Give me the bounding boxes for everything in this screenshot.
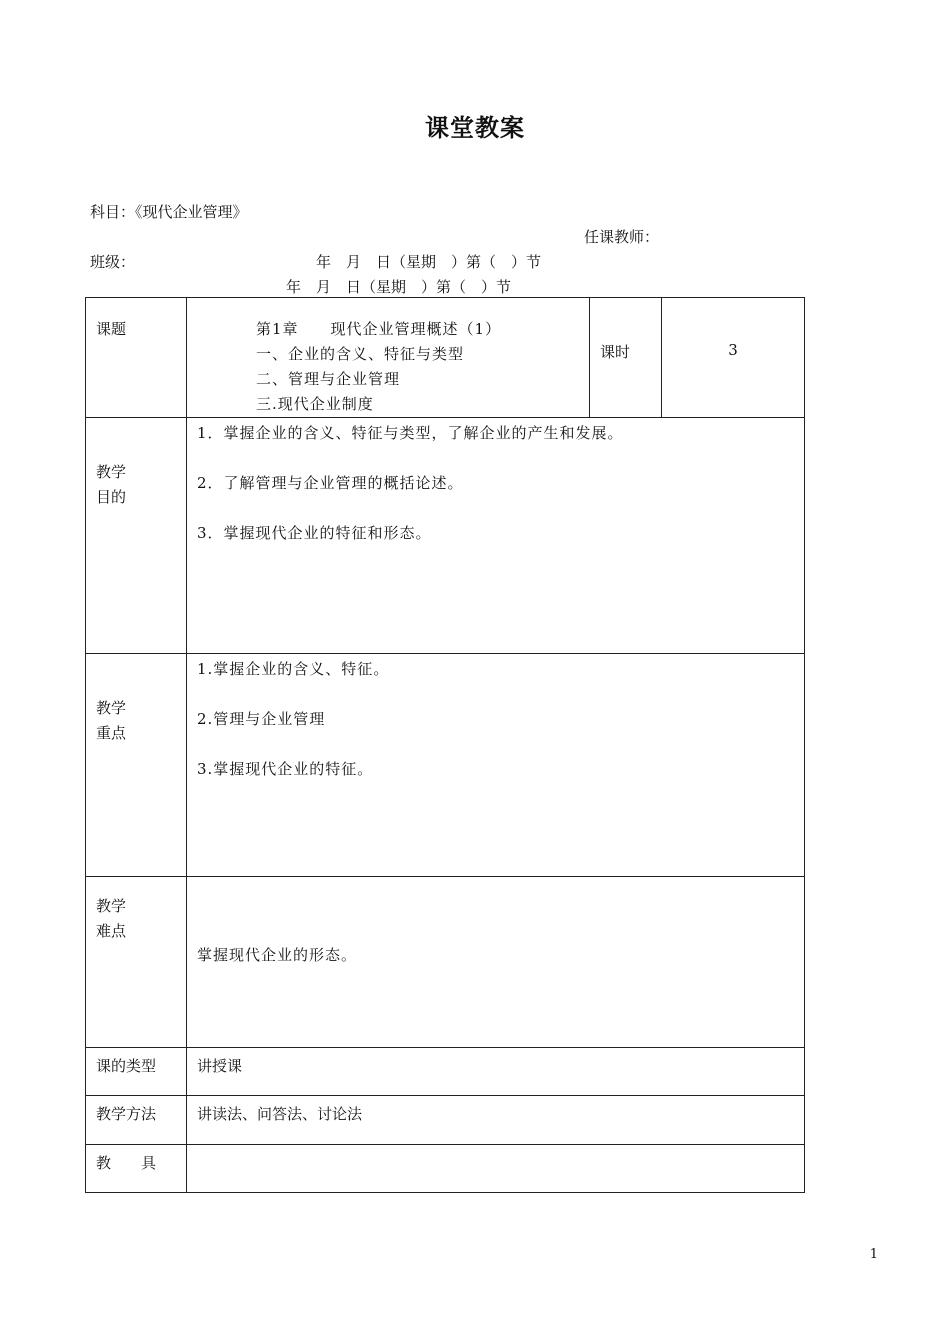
key-points-label-line: 重点 xyxy=(96,724,127,742)
difficulties-row xyxy=(86,877,805,1048)
key-points-label xyxy=(86,654,187,877)
lesson-type-label: 课的类型 xyxy=(86,1048,187,1096)
teacher-label: 任课教师： xyxy=(584,228,660,246)
objective-item: 3．掌握现代企业的特征和形态。 xyxy=(197,524,432,542)
topic-line: 第1章 现代企业管理概述（1） xyxy=(256,320,502,338)
difficulties-label-line: 教学 xyxy=(96,897,127,915)
date-line-2: 年 月 日（星期 ）第（ ）节 xyxy=(286,278,512,296)
method-row xyxy=(86,1096,805,1145)
subject-line: 科目：《现代企业管理》 xyxy=(90,203,248,221)
tools-value xyxy=(187,1145,805,1193)
class-label: 班级： xyxy=(90,253,136,271)
lesson-plan-table xyxy=(85,297,805,1193)
key-points-row xyxy=(86,654,805,877)
difficulties-content: 掌握现代企业的形态。 xyxy=(187,877,805,1048)
objectives-label-line: 目的 xyxy=(96,488,127,506)
topic-line: 一、企业的含义、特征与类型 xyxy=(256,345,465,363)
tools-label: 教 具 xyxy=(86,1145,187,1193)
objectives-row xyxy=(86,418,805,654)
hours-value: 3 xyxy=(662,298,805,418)
objective-item: 1．掌握企业的含义、特征与类型，了解企业的产生和发展。 xyxy=(197,424,624,442)
hours-label: 课时 xyxy=(590,298,662,418)
topic-label: 课题 xyxy=(86,298,187,418)
objectives-content xyxy=(187,418,805,654)
method-value: 讲读法、问答法、讨论法 xyxy=(187,1096,805,1145)
key-point-item: 3.掌握现代企业的特征。 xyxy=(197,760,374,778)
objective-item: 2．了解管理与企业管理的概括论述。 xyxy=(197,474,464,492)
key-points-content xyxy=(187,654,805,877)
objectives-label xyxy=(86,418,187,654)
key-point-item: 2.管理与企业管理 xyxy=(197,710,326,728)
page-number: 1 xyxy=(869,1247,878,1262)
key-points-label-line: 教学 xyxy=(96,699,127,717)
lesson-type-row xyxy=(86,1048,805,1096)
method-label: 教学方法 xyxy=(86,1096,187,1145)
lesson-type-value: 讲授课 xyxy=(187,1048,805,1096)
topic-line: 三.现代企业制度 xyxy=(256,395,374,413)
date-line-1: 年 月 日（星期 ）第（ ）节 xyxy=(316,253,542,271)
topic-row xyxy=(86,298,805,418)
key-point-item: 1.掌握企业的含义、特征。 xyxy=(197,660,390,678)
page-title: 课堂教案 xyxy=(425,114,525,142)
tools-row xyxy=(86,1145,805,1193)
difficulties-label xyxy=(86,877,187,1048)
difficulties-label-line: 难点 xyxy=(96,922,127,940)
topic-line: 二、管理与企业管理 xyxy=(256,370,401,388)
objectives-label-line: 教学 xyxy=(96,463,127,481)
topic-content xyxy=(187,298,590,418)
